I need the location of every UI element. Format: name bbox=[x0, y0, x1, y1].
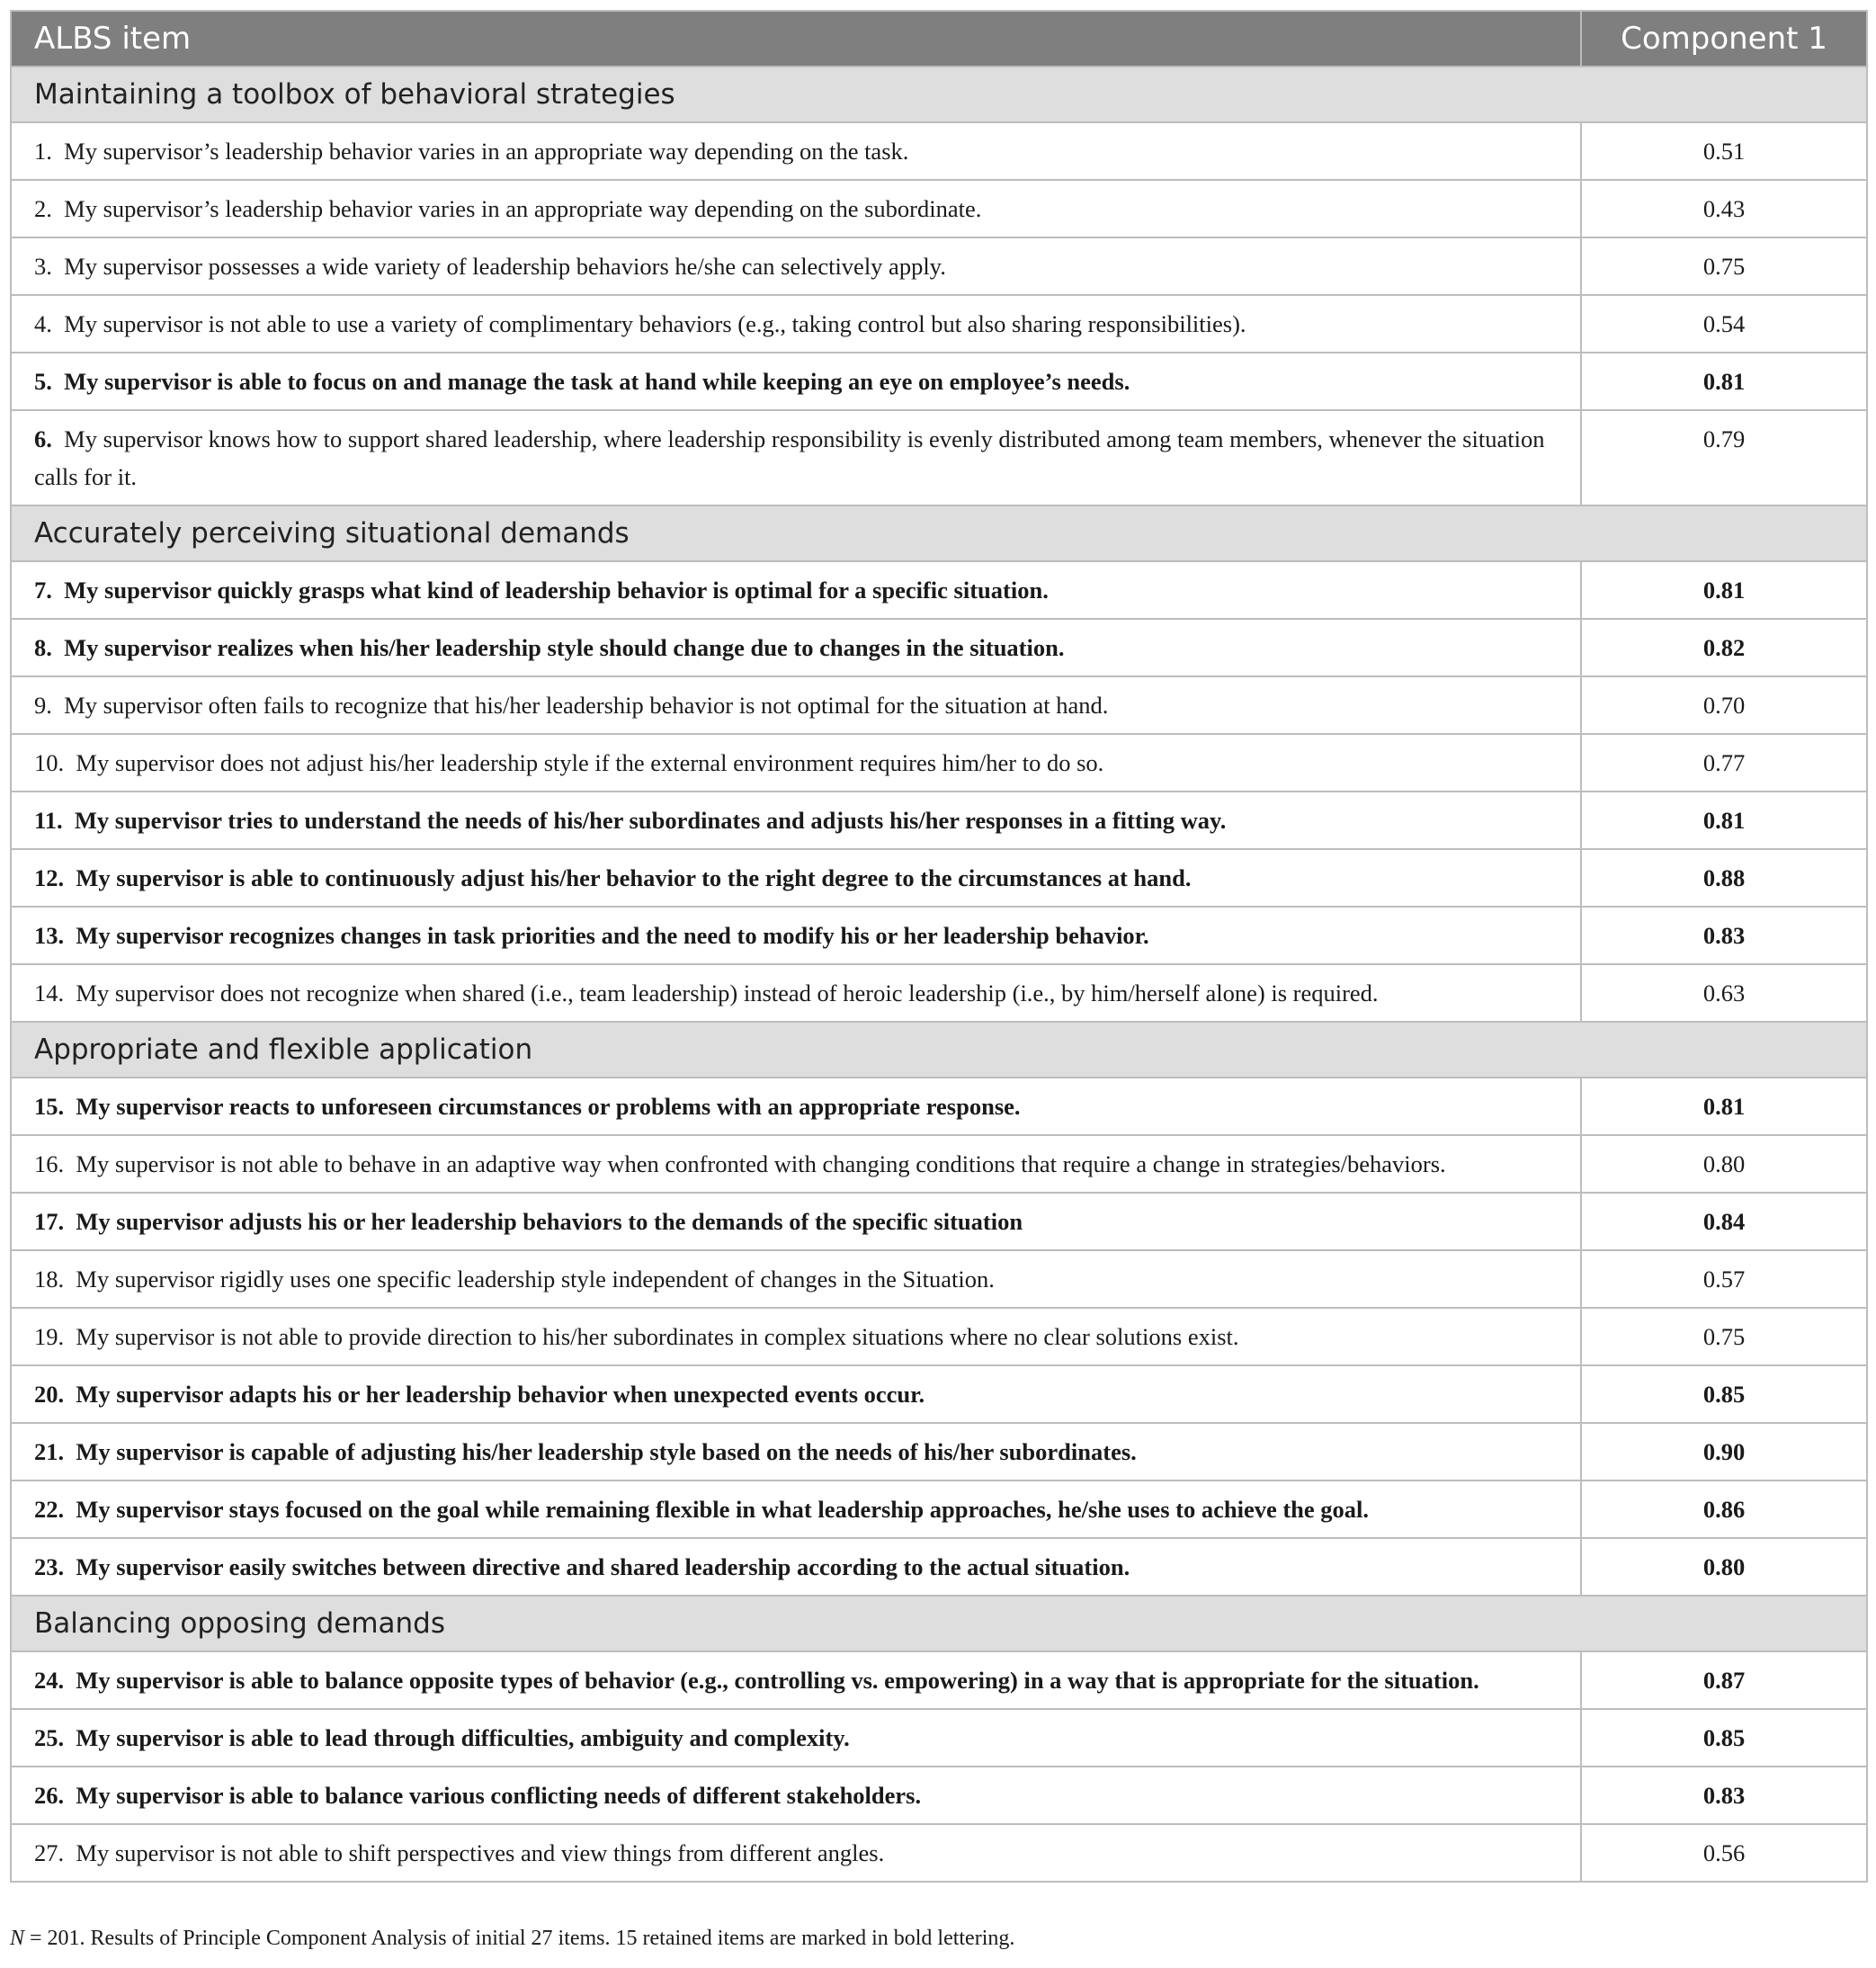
item-text: My supervisor recognizes changes in task priorities and the need to modify his or her leadership behavior. bbox=[76, 922, 1149, 949]
item-number: 3. bbox=[34, 253, 52, 280]
item-cell bbox=[11, 1651, 1581, 1709]
section-title: Appropriate and flexible application bbox=[11, 1022, 1867, 1078]
item-text: My supervisor is not able to provide direction to his/her subordinates in complex situations where no clear solutions exist. bbox=[76, 1323, 1239, 1350]
table-row bbox=[11, 1308, 1867, 1365]
section-header-row bbox=[11, 67, 1867, 122]
table-row bbox=[11, 1250, 1867, 1308]
component-value: 0.43 bbox=[1581, 180, 1867, 237]
table-body bbox=[11, 67, 1867, 1882]
header-component-1: Component 1 bbox=[1581, 11, 1867, 67]
component-value: 0.85 bbox=[1581, 1709, 1867, 1767]
item-number: 25. bbox=[34, 1724, 65, 1751]
item-text: My supervisor easily switches between directive and shared leadership according to the actual situation. bbox=[76, 1553, 1130, 1580]
table-row bbox=[11, 849, 1867, 907]
table-row bbox=[11, 734, 1867, 792]
table-row bbox=[11, 1538, 1867, 1596]
item-text: My supervisor is capable of adjusting his/her leadership style based on the needs of his/her subordinates. bbox=[76, 1438, 1137, 1465]
component-value: 0.54 bbox=[1581, 295, 1867, 353]
component-value: 0.56 bbox=[1581, 1824, 1867, 1882]
header-albs-item: ALBS item bbox=[11, 11, 1581, 67]
table-row bbox=[11, 410, 1867, 505]
component-value: 0.81 bbox=[1581, 792, 1867, 849]
component-value: 0.75 bbox=[1581, 1308, 1867, 1365]
table-row bbox=[11, 1824, 1867, 1882]
item-text: My supervisor reacts to unforeseen circumstances or problems with an appropriate response. bbox=[76, 1093, 1021, 1120]
item-cell bbox=[11, 180, 1581, 237]
table-row bbox=[11, 237, 1867, 295]
item-text: My supervisor is not able to shift perspectives and view things from different angles. bbox=[76, 1839, 885, 1866]
item-cell bbox=[11, 964, 1581, 1022]
item-cell bbox=[11, 1709, 1581, 1767]
section-header-row bbox=[11, 1022, 1867, 1078]
section-header-row bbox=[11, 1596, 1867, 1651]
item-cell bbox=[11, 122, 1581, 180]
item-text: My supervisor stays focused on the goal while remaining flexible in what leadership approaches, he/she uses to achieve the goal. bbox=[76, 1496, 1370, 1523]
item-text: My supervisor does not adjust his/her leadership style if the external environment requires him/her to do so. bbox=[76, 749, 1104, 776]
item-number: 18. bbox=[34, 1266, 65, 1293]
item-text: My supervisor tries to understand the needs of his/her subordinates and adjusts his/her responses in a fitting way. bbox=[74, 807, 1227, 834]
item-cell bbox=[11, 1423, 1581, 1480]
table-row bbox=[11, 295, 1867, 353]
item-text: My supervisor is not able to use a variety of complimentary behaviors (e.g., taking control but also sharing responsibilities). bbox=[64, 310, 1246, 337]
table-header-row bbox=[11, 11, 1867, 67]
table-row bbox=[11, 964, 1867, 1022]
item-number: 9. bbox=[34, 692, 52, 719]
item-number: 7. bbox=[34, 577, 52, 604]
item-text: My supervisor’s leadership behavior varies in an appropriate way depending on the subordinate. bbox=[64, 195, 982, 222]
item-cell bbox=[11, 1250, 1581, 1308]
item-cell bbox=[11, 1193, 1581, 1250]
item-number: 16. bbox=[34, 1150, 65, 1177]
component-value: 0.87 bbox=[1581, 1651, 1867, 1709]
item-text: My supervisor does not recognize when shared (i.e., team leadership) instead of heroic leadership (i.e., by him/herself alone) is required. bbox=[76, 980, 1379, 1006]
item-number: 17. bbox=[34, 1208, 65, 1235]
item-cell bbox=[11, 1538, 1581, 1596]
item-text: My supervisor is able to balance opposite types of behavior (e.g., controlling vs. empowering) in a way that is appropriate for the situation. bbox=[76, 1667, 1479, 1694]
item-text: My supervisor possesses a wide variety of leadership behaviors he/she can selectively apply. bbox=[64, 253, 946, 280]
component-value: 0.57 bbox=[1581, 1250, 1867, 1308]
section-title: Balancing opposing demands bbox=[11, 1596, 1867, 1651]
item-cell bbox=[11, 734, 1581, 792]
component-value: 0.81 bbox=[1581, 353, 1867, 410]
item-text: My supervisor rigidly uses one specific leadership style independent of changes in the Situation. bbox=[76, 1266, 995, 1293]
item-text: My supervisor quickly grasps what kind of leadership behavior is optimal for a specific situation. bbox=[64, 577, 1049, 604]
item-text: My supervisor is able to balance various conflicting needs of different stakeholders. bbox=[76, 1782, 922, 1809]
item-number: 11. bbox=[34, 807, 63, 834]
component-value: 0.80 bbox=[1581, 1538, 1867, 1596]
item-number: 20. bbox=[34, 1381, 65, 1408]
table-row bbox=[11, 1365, 1867, 1423]
item-number: 15. bbox=[34, 1093, 65, 1120]
item-text: My supervisor’s leadership behavior varies in an appropriate way depending on the task. bbox=[64, 138, 909, 165]
component-value: 0.85 bbox=[1581, 1365, 1867, 1423]
item-text: My supervisor often fails to recognize that his/her leadership behavior is not optimal for the situation at hand. bbox=[64, 692, 1109, 719]
item-number: 22. bbox=[34, 1496, 65, 1523]
item-cell bbox=[11, 1824, 1581, 1882]
table-row bbox=[11, 907, 1867, 964]
footnote-n: N bbox=[10, 1927, 25, 1950]
item-cell bbox=[11, 1135, 1581, 1193]
item-text: My supervisor adjusts his or her leadership behaviors to the demands of the specific situation bbox=[76, 1208, 1023, 1235]
table-row bbox=[11, 180, 1867, 237]
item-cell bbox=[11, 619, 1581, 676]
albs-table bbox=[10, 10, 1868, 1883]
table-row bbox=[11, 1709, 1867, 1767]
item-text: My supervisor is able to lead through difficulties, ambiguity and complexity. bbox=[76, 1724, 850, 1751]
item-number: 10. bbox=[34, 749, 65, 776]
item-cell bbox=[11, 792, 1581, 849]
item-number: 6. bbox=[34, 425, 52, 452]
component-value: 0.80 bbox=[1581, 1135, 1867, 1193]
table-row bbox=[11, 1767, 1867, 1824]
component-value: 0.83 bbox=[1581, 907, 1867, 964]
item-number: 4. bbox=[34, 310, 52, 337]
item-cell bbox=[11, 237, 1581, 295]
item-text: My supervisor is able to focus on and manage the task at hand while keeping an eye on employee’s needs. bbox=[64, 368, 1130, 395]
item-cell bbox=[11, 1078, 1581, 1135]
item-cell bbox=[11, 295, 1581, 353]
table-footnote bbox=[10, 1927, 1014, 1951]
item-text: My supervisor adapts his or her leadership behavior when unexpected events occur. bbox=[76, 1381, 925, 1408]
item-cell bbox=[11, 410, 1581, 505]
component-value: 0.81 bbox=[1581, 561, 1867, 619]
table-row bbox=[11, 1193, 1867, 1250]
item-cell bbox=[11, 676, 1581, 734]
item-number: 14. bbox=[34, 980, 65, 1006]
table-row bbox=[11, 353, 1867, 410]
item-number: 1. bbox=[34, 138, 52, 165]
component-value: 0.83 bbox=[1581, 1767, 1867, 1824]
item-cell bbox=[11, 1480, 1581, 1538]
component-value: 0.63 bbox=[1581, 964, 1867, 1022]
table-row bbox=[11, 676, 1867, 734]
item-number: 21. bbox=[34, 1438, 65, 1465]
table-row bbox=[11, 1651, 1867, 1709]
item-number: 23. bbox=[34, 1553, 65, 1580]
component-value: 0.70 bbox=[1581, 676, 1867, 734]
table-row bbox=[11, 1480, 1867, 1538]
section-title: Accurately perceiving situational demands bbox=[11, 505, 1867, 561]
item-number: 24. bbox=[34, 1667, 65, 1694]
item-text: My supervisor knows how to support shared leadership, where leadership responsibility is evenly distributed among team members, whenever the situation calls for it. bbox=[34, 425, 1545, 490]
table-row bbox=[11, 561, 1867, 619]
item-cell bbox=[11, 353, 1581, 410]
component-value: 0.82 bbox=[1581, 619, 1867, 676]
item-number: 19. bbox=[34, 1323, 65, 1350]
item-number: 26. bbox=[34, 1782, 65, 1809]
section-header-row bbox=[11, 505, 1867, 561]
section-title: Maintaining a toolbox of behavioral strategies bbox=[11, 67, 1867, 122]
table-row bbox=[11, 1135, 1867, 1193]
component-value: 0.79 bbox=[1581, 410, 1867, 505]
item-number: 27. bbox=[34, 1839, 65, 1866]
item-cell bbox=[11, 907, 1581, 964]
item-cell bbox=[11, 1308, 1581, 1365]
component-value: 0.90 bbox=[1581, 1423, 1867, 1480]
footnote-text: = 201. Results of Principle Component Analysis of initial 27 items. 15 retained items are marked in bold lettering. bbox=[24, 1927, 1015, 1950]
item-number: 2. bbox=[34, 195, 52, 222]
table-row bbox=[11, 619, 1867, 676]
component-value: 0.84 bbox=[1581, 1193, 1867, 1250]
item-text: My supervisor is not able to behave in an adaptive way when confronted with changing conditions that require a change in strategies/behaviors. bbox=[76, 1150, 1446, 1177]
table-row bbox=[11, 1078, 1867, 1135]
item-number: 5. bbox=[34, 368, 52, 395]
component-value: 0.77 bbox=[1581, 734, 1867, 792]
component-value: 0.88 bbox=[1581, 849, 1867, 907]
item-text: My supervisor is able to continuously adjust his/her behavior to the right degree to the circumstances at hand. bbox=[76, 864, 1192, 891]
table-row bbox=[11, 792, 1867, 849]
component-value: 0.75 bbox=[1581, 237, 1867, 295]
item-number: 8. bbox=[34, 634, 52, 661]
component-value: 0.51 bbox=[1581, 122, 1867, 180]
table-row bbox=[11, 122, 1867, 180]
item-text: My supervisor realizes when his/her leadership style should change due to changes in the situation. bbox=[64, 634, 1065, 661]
item-number: 13. bbox=[34, 922, 65, 949]
item-cell bbox=[11, 1365, 1581, 1423]
item-cell bbox=[11, 561, 1581, 619]
component-value: 0.81 bbox=[1581, 1078, 1867, 1135]
item-cell bbox=[11, 1767, 1581, 1824]
item-cell bbox=[11, 849, 1581, 907]
item-number: 12. bbox=[34, 864, 65, 891]
table-row bbox=[11, 1423, 1867, 1480]
component-value: 0.86 bbox=[1581, 1480, 1867, 1538]
